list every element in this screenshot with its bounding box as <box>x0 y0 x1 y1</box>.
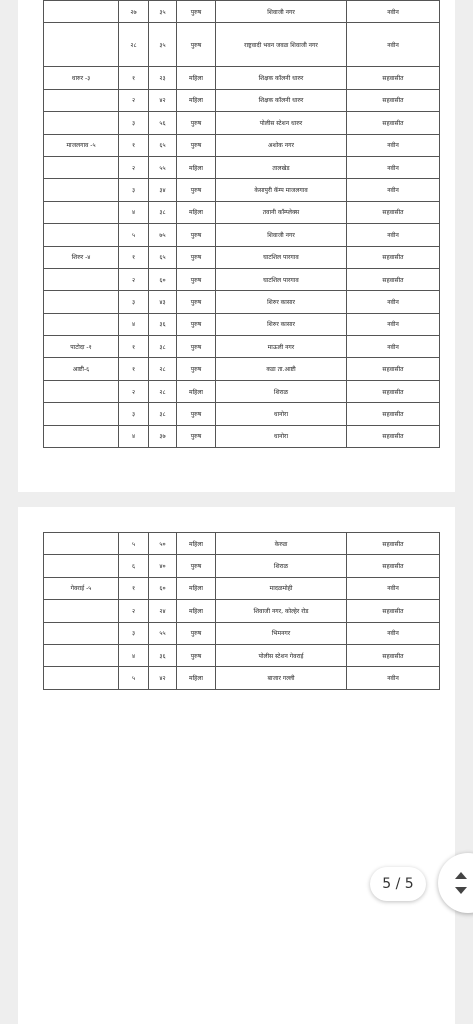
cell-age: ३८ <box>149 336 177 358</box>
cell-serial: ६ <box>119 555 149 577</box>
cell-address: शिरुर कासार <box>216 291 347 313</box>
cell-taluka <box>44 600 119 622</box>
cell-serial: ४ <box>119 644 149 666</box>
cell-age: २८ <box>149 380 177 402</box>
cell-serial: ४ <box>119 313 149 335</box>
table-row <box>44 112 440 134</box>
cell-status: नवीन <box>347 577 440 599</box>
cell-gender: महिला <box>177 533 216 555</box>
cell-serial: ३ <box>119 403 149 425</box>
cell-serial: ४ <box>119 201 149 223</box>
cell-status: सहवासीत <box>347 555 440 577</box>
table-row <box>44 358 440 380</box>
cell-gender: पुरुष <box>177 1 216 23</box>
table-row <box>44 246 440 268</box>
cell-address: बाजार गल्ली <box>216 667 347 689</box>
cell-taluka: माजलगाव -५ <box>44 134 119 156</box>
cell-gender: महिला <box>177 600 216 622</box>
cell-age: ३५ <box>149 1 177 23</box>
cell-status: सहवासीत <box>347 89 440 111</box>
cell-status: नवीन <box>347 667 440 689</box>
table-row <box>44 224 440 246</box>
cell-gender: पुरुष <box>177 134 216 156</box>
table-row <box>44 291 440 313</box>
cell-gender: पुरुष <box>177 622 216 644</box>
table-row <box>44 577 440 599</box>
cell-age: ६० <box>149 577 177 599</box>
table-row <box>44 1 440 23</box>
cell-age: ५५ <box>149 622 177 644</box>
cell-status: सहवासीत <box>347 380 440 402</box>
cell-serial: २ <box>119 380 149 402</box>
table-row <box>44 600 440 622</box>
cell-taluka <box>44 667 119 689</box>
cell-address: केसापुरी कॅम्प माजलगाव <box>216 179 347 201</box>
table-row <box>44 667 440 689</box>
cell-status: नवीन <box>347 23 440 67</box>
cell-gender: पुरुष <box>177 246 216 268</box>
cell-status: सहवासीत <box>347 644 440 666</box>
cell-status: सहवासीत <box>347 403 440 425</box>
cell-taluka: आष्टी-६ <box>44 358 119 380</box>
cell-gender: पुरुष <box>177 555 216 577</box>
cell-address: तवानी कॉम्प्लेक्स <box>216 201 347 223</box>
cell-taluka <box>44 179 119 201</box>
cell-serial: १ <box>119 246 149 268</box>
cell-address: शिवाजी नगर, कोल्हेर रोड <box>216 600 347 622</box>
cell-age: ५५ <box>149 156 177 178</box>
cell-address: माऊली नगर <box>216 336 347 358</box>
cell-age: २३ <box>149 67 177 89</box>
cell-gender: महिला <box>177 67 216 89</box>
cell-age: ३८ <box>149 403 177 425</box>
cell-serial: २ <box>119 89 149 111</box>
table-row <box>44 268 440 290</box>
table-row <box>44 425 440 447</box>
cell-serial: १ <box>119 577 149 599</box>
cell-taluka: शिरुर -४ <box>44 246 119 268</box>
cell-status: सहवासीत <box>347 112 440 134</box>
cell-serial: ५ <box>119 224 149 246</box>
cell-address: पोलीस स्टेशन गेवराई <box>216 644 347 666</box>
cell-serial: १ <box>119 67 149 89</box>
cell-address: राष्ट्रवादी भवन जवळ शिवाजी नगर <box>216 23 347 67</box>
cell-gender: पुरुष <box>177 23 216 67</box>
cell-address: शिक्षक कॉलनी धारुर <box>216 67 347 89</box>
cell-serial: १ <box>119 336 149 358</box>
cell-gender: पुरुष <box>177 179 216 201</box>
cell-status: सहवासीत <box>347 201 440 223</box>
cell-status: सहवासीत <box>347 533 440 555</box>
cell-serial: १ <box>119 134 149 156</box>
cell-age: ७५ <box>149 224 177 246</box>
table-row <box>44 89 440 111</box>
cell-serial: ३ <box>119 112 149 134</box>
cell-address: भिमनगर <box>216 622 347 644</box>
cell-serial: ५ <box>119 667 149 689</box>
cell-taluka <box>44 89 119 111</box>
cell-status: नवीन <box>347 156 440 178</box>
patient-table <box>43 532 440 690</box>
cell-gender: पुरुष <box>177 268 216 290</box>
cell-taluka <box>44 156 119 178</box>
cell-status: सहवासीत <box>347 425 440 447</box>
cell-status: सहवासीत <box>347 246 440 268</box>
table-row <box>44 201 440 223</box>
cell-age: ४२ <box>149 667 177 689</box>
table-row <box>44 179 440 201</box>
cell-serial: ३ <box>119 179 149 201</box>
cell-age: ४० <box>149 555 177 577</box>
cell-address: धानोरा <box>216 403 347 425</box>
table-row <box>44 380 440 402</box>
cell-address: घाटशिल पारगाव <box>216 246 347 268</box>
cell-status: सहवासीत <box>347 358 440 380</box>
cell-age: ६० <box>149 268 177 290</box>
cell-age: ४३ <box>149 291 177 313</box>
table-row <box>44 644 440 666</box>
cell-serial: ५ <box>119 533 149 555</box>
cell-serial: २ <box>119 156 149 178</box>
cell-age: ३७ <box>149 425 177 447</box>
cell-serial: ३ <box>119 291 149 313</box>
cell-age: ३४ <box>149 179 177 201</box>
cell-status: नवीन <box>347 622 440 644</box>
cell-serial: २ <box>119 600 149 622</box>
cell-gender: पुरुष <box>177 112 216 134</box>
up-down-arrows-icon <box>452 869 470 897</box>
cell-age: ५६ <box>149 112 177 134</box>
cell-taluka <box>44 533 119 555</box>
cell-address: शिरुर कासार <box>216 313 347 335</box>
cell-status: नवीन <box>347 1 440 23</box>
cell-address: मादळमोही <box>216 577 347 599</box>
cell-taluka <box>44 201 119 223</box>
cell-address: पोलीस स्टेशन धारुर <box>216 112 347 134</box>
cell-gender: महिला <box>177 156 216 178</box>
table-row <box>44 313 440 335</box>
cell-serial: २८ <box>119 23 149 67</box>
table-row <box>44 156 440 178</box>
cell-address: कडा ता.आष्टी <box>216 358 347 380</box>
cell-taluka: गेवराई -५ <box>44 577 119 599</box>
cell-gender: महिला <box>177 89 216 111</box>
cell-age: ५० <box>149 533 177 555</box>
cell-gender: महिला <box>177 201 216 223</box>
cell-taluka <box>44 313 119 335</box>
cell-gender: महिला <box>177 380 216 402</box>
cell-age: ३८ <box>149 201 177 223</box>
pdf-page-5 <box>18 507 455 1024</box>
cell-address: धानोरा <box>216 425 347 447</box>
cell-age: ४२ <box>149 89 177 111</box>
table-row <box>44 403 440 425</box>
cell-gender: पुरुष <box>177 336 216 358</box>
table-row <box>44 622 440 644</box>
cell-status: नवीन <box>347 336 440 358</box>
cell-gender: महिला <box>177 667 216 689</box>
cell-age: ३६ <box>149 644 177 666</box>
cell-status: नवीन <box>347 224 440 246</box>
cell-taluka <box>44 555 119 577</box>
cell-gender: पुरुष <box>177 644 216 666</box>
cell-taluka <box>44 224 119 246</box>
cell-taluka <box>44 112 119 134</box>
cell-taluka: धारुर -३ <box>44 67 119 89</box>
cell-status: सहवासीत <box>347 67 440 89</box>
cell-address: केरुळ <box>216 533 347 555</box>
cell-gender: पुरुष <box>177 224 216 246</box>
cell-address: शिवाजी नगर <box>216 1 347 23</box>
cell-serial: ४ <box>119 425 149 447</box>
cell-age: ६५ <box>149 246 177 268</box>
cell-address: तालखेड <box>216 156 347 178</box>
cell-status: नवीन <box>347 179 440 201</box>
cell-taluka <box>44 644 119 666</box>
cell-address: शिराळ <box>216 555 347 577</box>
cell-address: शिवाजी नगर <box>216 224 347 246</box>
cell-age: २४ <box>149 600 177 622</box>
cell-taluka <box>44 622 119 644</box>
cell-gender: पुरुष <box>177 425 216 447</box>
cell-address: अशोक नगर <box>216 134 347 156</box>
cell-age: ६५ <box>149 134 177 156</box>
cell-serial: २ <box>119 268 149 290</box>
cell-taluka <box>44 425 119 447</box>
cell-status: नवीन <box>347 134 440 156</box>
page-indicator: 5 / 5 <box>370 867 426 901</box>
patient-table <box>43 0 440 448</box>
cell-status: सहवासीत <box>347 268 440 290</box>
cell-taluka <box>44 291 119 313</box>
table-row <box>44 533 440 555</box>
cell-taluka <box>44 403 119 425</box>
table-row <box>44 134 440 156</box>
cell-taluka <box>44 23 119 67</box>
cell-gender: पुरुष <box>177 403 216 425</box>
cell-gender: पुरुष <box>177 358 216 380</box>
cell-serial: १ <box>119 358 149 380</box>
table-row <box>44 67 440 89</box>
cell-gender: पुरुष <box>177 291 216 313</box>
table-row <box>44 336 440 358</box>
cell-taluka <box>44 268 119 290</box>
table-row <box>44 555 440 577</box>
cell-taluka: पाटोदा -१ <box>44 336 119 358</box>
table-row <box>44 23 440 67</box>
pdf-page-4 <box>18 0 455 492</box>
cell-serial: २७ <box>119 1 149 23</box>
cell-serial: ३ <box>119 622 149 644</box>
cell-address: शिक्षक कॉलनी धारुर <box>216 89 347 111</box>
cell-address: घाटशिल पारगाव <box>216 268 347 290</box>
cell-age: ३६ <box>149 313 177 335</box>
cell-age: ३५ <box>149 23 177 67</box>
cell-gender: पुरुष <box>177 313 216 335</box>
cell-taluka <box>44 1 119 23</box>
cell-status: नवीन <box>347 313 440 335</box>
cell-status: नवीन <box>347 291 440 313</box>
cell-status: सहवासीत <box>347 600 440 622</box>
cell-address: शिराळ <box>216 380 347 402</box>
cell-taluka <box>44 380 119 402</box>
cell-gender: महिला <box>177 577 216 599</box>
cell-age: २८ <box>149 358 177 380</box>
